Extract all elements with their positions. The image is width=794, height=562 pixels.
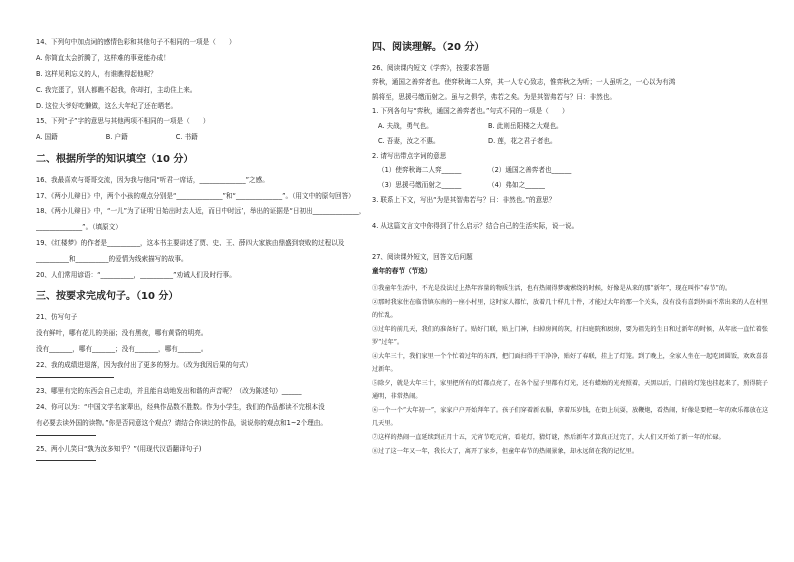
passage-2 (372, 282, 772, 458)
question-18-line1: 18、《两小儿辩日》中，“一儿”为了证明‘日始出时去人近，而日中时远’，举出的证据是“日初出______________， (36, 207, 366, 216)
q1-option-c: C. 吾妻，汝之不惠。 (378, 136, 440, 145)
q1-options-row2 (378, 137, 772, 145)
section-4-heading: 四、阅读理解。（20 分） (372, 42, 485, 53)
question-26-3: 3. 联系上下文，写出“为是其智弗若与？曰：非然也。”的意思？ (372, 195, 556, 204)
question-26-1: 1. 下列各句与“弈秋，通国之善弈者也。”句式不同的一项是（ ） (372, 107, 569, 116)
question-16: 16、我最喜欢与哥哥交流，因为我与他同“听君一席话，______________”之感。 (36, 175, 269, 184)
q2-items-row2 (378, 181, 772, 189)
passage-2-para-8: ⑧过了这一年又一年，我长大了，离开了家乡，但童年春节的热闹景象，却永远留在我的记忆里。 (372, 447, 639, 455)
q2-item-4: （4）弗如之______ (488, 181, 545, 190)
question-24-line2: 有必要去读外国的读物。”你是否同意这个观点？请结合你读过的作品，说说你的观点和1~2个理由。 (36, 418, 327, 427)
question-21: 21、仿写句子 (36, 313, 78, 322)
q14-option-a: A. 你简直太会折腾了，这样难的事竟能办成！ (36, 53, 170, 62)
q14-option-c: C. 我完蛋了，别人都瞧不起我，你却打，主动住上来。 (36, 85, 197, 94)
answer-line-25 (36, 460, 96, 461)
q15-option-a: A. 国籍 (36, 133, 58, 142)
question-15: 15、下列“子”字的意思与其他两项不相同的一项是（ ） (36, 117, 210, 126)
question-21-blank: 没有_______，哪有_______；没有_______，哪有_______。 (36, 345, 208, 354)
question-22: 22、我的成绩进退落，因为我付出了更多的努力。（改为我因后果的句式） (36, 360, 253, 369)
passage-2-para-3: ③过年的前几天，我们的准备好了。贴好门联，贴上门神，扫掉房间的灰，打扫庭院和厨房，要为祖先的生日和过新年的时候，从年底一直忙着张罗“过年”。 (372, 325, 768, 346)
section-2-heading: 二、根据所学的知识填空（10 分） (36, 153, 194, 165)
question-17: 17、《两小儿辩日》中，两个小孩的观点分别是“______________”和“______________”。（用文中的原句回答） (36, 191, 355, 200)
q15-option-b: B. 户籍 (105, 133, 128, 142)
passage-1-line2: 鹄将至，思援弓缴而射之。虽与之俱学，弗若之矣。为是其智弗若与？曰：非然也。 (372, 92, 616, 101)
q2-item-2: （2）通国之善弈者也______ (488, 166, 572, 175)
section-3-heading: 三、按要求完成句子。（10 分） (36, 291, 179, 303)
q2-item-1: （1）使弈秋诲二人弈______ (378, 166, 462, 175)
question-20: 20、人们常用谚语：“__________，__________”劝诫人们及时行事。 (36, 270, 236, 279)
question-24-line1: 24、你可以为：“中国文学名家辈出，经典作品数不胜数。作为小学生，我们的作品都读不完根本没 (36, 402, 325, 411)
passage-2-para-1: ①我童年生活中，不光是没法过上热年容量的物质生活，也有热闹得梦魂萦绕的时候，好像是从来的那“新年”，现在叫作“春节”的。 (372, 284, 732, 292)
question-21-example: 没有鲜叶，哪有花儿的美丽；没有黑夜，哪有黄昏的明亮。 (36, 329, 208, 338)
passage-2-para-4: ④大年三十，我们家里一个个忙着过年的东西，把门面扫得干干净净，贴好了春联，挂上了灯笼。到了晚上，全家人坐在一起吃团圆饭，欢欢喜喜过新年。 (372, 352, 768, 373)
left-column (36, 38, 388, 470)
q15-options (36, 133, 388, 141)
q2-item-3: （3）思援弓缴而射之______ (378, 181, 462, 190)
answer-line-22 (36, 377, 114, 378)
answer-line-24 (36, 435, 96, 436)
q2-items-row1 (378, 166, 772, 174)
question-23: 23、哪里有完的东西会自己走动，并且能自动地发出和谐的声音呢？（改为陈述句）______ (36, 386, 302, 395)
passage-2-para-5: ⑤除夕，就是大年三十，家里把所有的灯都点亮了，在各个屋子里都有灯光，还有蜡烛的光亮照着，天黑以后，门前的灯笼也挂起来了，照得院子通明，非常热闹。 (372, 379, 768, 400)
passage-1-line1: 弈秋，通国之善弈者也。使弈秋诲二人弈，其一人专心致志，惟弈秋之为听；一人虽听之，一心以为有鸿 (372, 78, 676, 87)
question-26-4: 4. 从这篇文言文中你得到了什么启示？结合自己的生活实际，说一说。 (372, 222, 579, 231)
q1-option-a: A. 夫战，勇气也。 (378, 121, 433, 130)
q1-option-d: D. 莲，花之君子者也。 (488, 136, 557, 145)
q14-option-d: D. 这位大爷好吃懒做，这么大年纪了还在晒老。 (36, 101, 178, 110)
question-18-line2: ______________”。（填原文） (36, 223, 122, 232)
q1-options-row1 (378, 122, 772, 130)
question-19-line2: __________和__________的爱情为线索描写的故事。 (36, 255, 188, 264)
passage-2-title: 童年的春节（节选） (372, 267, 432, 276)
question-26: 26、阅读课内短文《学弈》，按要求答题 (372, 64, 490, 72)
passage-2-para-7: ⑦这样的热闹一直延续到正月十五，元宵节吃元宵，看花灯，猜灯谜，然后新年才算真正过完了，大人们又开始了新一年的忙碌。 (372, 433, 725, 441)
passage-2-para-2: ②那时我家住在临背镇东南的一座小村里，这时家人都忙，放着几十样几十件，才能过大年的那一个关头，没有没有喜到外面不常出来的人在村里的忙乱。 (372, 298, 768, 319)
question-14: 14、下列句中加点词的感情色彩和其他句子不相同的一项是（ ） (36, 38, 236, 46)
right-column (372, 38, 772, 459)
question-25: 25、两小儿笑曰“孰为汝多知乎？”(用现代汉语翻译句子) (36, 444, 202, 453)
q15-option-c: C. 书籍 (175, 133, 198, 142)
passage-2-para-6: ⑥一个一个“大年初一”，家家户户开始拜年了。孩子们穿着新衣服，拿着压岁钱，在街上玩耍，放鞭炮，看热闹，好像是要把一年的欢乐都放在这几天里。 (372, 406, 769, 427)
question-26-2: 2. 请写出带点字词的意思 (372, 151, 447, 160)
q14-option-b: B. 这样见利忘义的人，有谁瞧得起他呢？ (36, 69, 157, 78)
question-19-line1: 19、《红楼梦》的作者是__________，这本书主要讲述了贾、史、王、薛四大家族由鼎盛到衰败的过程以及 (36, 239, 345, 248)
q1-option-b: B. 此则岳阳楼之大观也。 (488, 121, 563, 130)
question-27: 27、阅读课外短文，回答文后问题 (372, 252, 473, 261)
